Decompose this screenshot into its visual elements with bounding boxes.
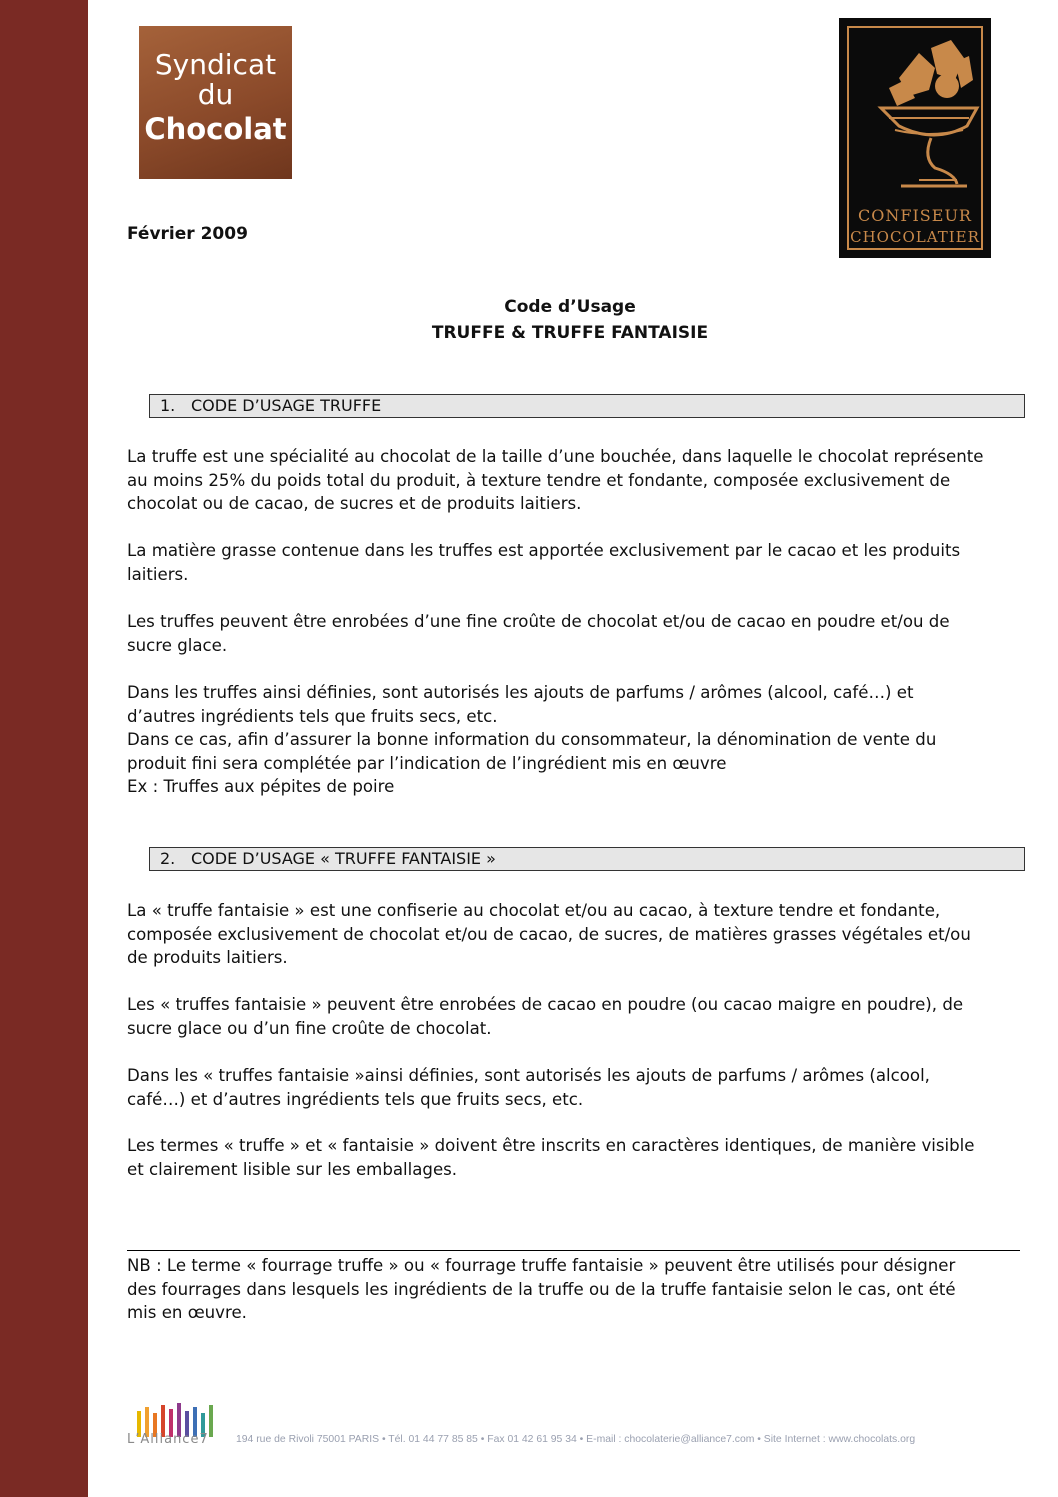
- logo-word: CHOCOLATIER: [850, 228, 980, 246]
- title-line: TRUFFE & TRUFFE FANTAISIE: [431, 323, 709, 343]
- document-title: [100, 294, 1040, 346]
- confiseur-chocolatier-logo: [839, 18, 991, 258]
- section-heading-1: [149, 394, 1025, 418]
- text-line: La matière grasse contenue dans les truffes est apportée exclusivement par le cacao et les produits: [127, 541, 961, 560]
- text-line: laitiers.: [127, 564, 189, 584]
- syndicat-du-chocolat-logo: [139, 26, 292, 179]
- section-heading-text: CODE D’USAGE « TRUFFE FANTAISIE »: [191, 849, 496, 868]
- text-line: et clairement lisible sur les emballages.: [127, 1159, 458, 1179]
- logo-word: CONFISEUR: [858, 206, 972, 225]
- note-paragraph: [127, 1254, 1027, 1325]
- paragraph: [127, 899, 1027, 970]
- text-line: chocolat ou de cacao, de sucres et de produits laitiers.: [127, 494, 582, 513]
- text-line: Dans les « truffes fantaisie »ainsi définies, sont autorisés les ajouts de parfums / arômes (alcool,: [127, 1066, 930, 1085]
- text-line: Les « truffes fantaisie » peuvent être enrobées de cacao en poudre (ou cacao maigre en poudre), de: [127, 995, 964, 1014]
- text-line: de produits laitiers.: [127, 948, 288, 967]
- text-line: Les termes « truffe » et « fantaisie » doivent être inscrits en caractères identiques, de manière visible: [127, 1136, 975, 1155]
- color-bar: [209, 1405, 213, 1437]
- paragraph: [127, 681, 1027, 799]
- text-line: sucre glace ou d’un fine croûte de chocolat.: [127, 1018, 492, 1038]
- section-heading-text: CODE D’USAGE TRUFFE: [191, 396, 382, 415]
- paragraph: [127, 993, 1027, 1040]
- section-number: 2.: [160, 849, 176, 868]
- paragraph: [127, 445, 1027, 516]
- note-divider: [127, 1250, 1020, 1251]
- text-line: sucre glace.: [127, 635, 228, 655]
- text-line: La truffe est une spécialité au chocolat de la taille d’une bouchée, dans laquelle le chocolat représente: [127, 447, 984, 466]
- text-line: Dans les truffes ainsi définies, sont autorisés les ajouts de parfums / arômes (alcool, café…) et: [127, 683, 914, 702]
- text-line: produit fini sera complétée par l’indication de l’ingrédient mis en œuvre: [127, 753, 727, 773]
- text-line: d’autres ingrédients tels que fruits secs, etc.: [127, 706, 498, 726]
- paragraph: [127, 539, 1027, 586]
- logo-word: Chocolat: [144, 112, 287, 146]
- alliance7-logo-text: L’Alliance7: [127, 1432, 209, 1447]
- text-line: au moins 25% du poids total du produit, à texture tendre et fondante, composée exclusivement de: [127, 470, 951, 490]
- alliance7-logo: [127, 1403, 227, 1453]
- section-heading-2: [149, 847, 1025, 871]
- document-date: Février 2009: [127, 224, 248, 244]
- text-line: Les truffes peuvent être enrobées d’une fine croûte de chocolat et/ou de cacao en poudre et/ou de: [127, 612, 950, 631]
- paragraph: [127, 1064, 1027, 1111]
- text-line: café…) et d’autres ingrédients tels que fruits secs, etc.: [127, 1089, 584, 1109]
- title-line: Code d’Usage: [504, 297, 636, 317]
- logo-word: du: [197, 78, 234, 111]
- text-line: Dans ce cas, afin d’assurer la bonne information du consommateur, la dénomination de vente du: [127, 730, 937, 749]
- text-line: Ex : Truffes aux pépites de poire: [127, 777, 395, 796]
- side-band: [0, 0, 88, 1497]
- text-line: mis en œuvre.: [127, 1303, 247, 1322]
- section-number: 1.: [160, 396, 176, 415]
- paragraph: [127, 1134, 1027, 1181]
- text-line: La « truffe fantaisie » est une confiserie au chocolat et/ou au cacao, à texture tendre et fondante,: [127, 901, 941, 920]
- logo-word: Syndicat: [154, 48, 277, 81]
- text-line: NB : Le terme « fourrage truffe » ou « fourrage truffe fantaisie » peuvent être utilisés pour désigner: [127, 1256, 956, 1275]
- text-line: des fourrages dans lesquels les ingrédients de la truffe ou de la truffe fantaisie selon le cas, ont été: [127, 1279, 956, 1299]
- text-line: composée exclusivement de chocolat et/ou de cacao, de sucres, de matières grasses végétales et/ou: [127, 924, 971, 944]
- paragraph: [127, 610, 1027, 657]
- footer-contact: 194 rue de Rivoli 75001 PARIS • Tél. 01 44 77 85 85 • Fax 01 42 61 95 34 • E-mail : chocolaterie@alliance7.com • Site Internet : www.chocolats.org: [236, 1434, 916, 1445]
